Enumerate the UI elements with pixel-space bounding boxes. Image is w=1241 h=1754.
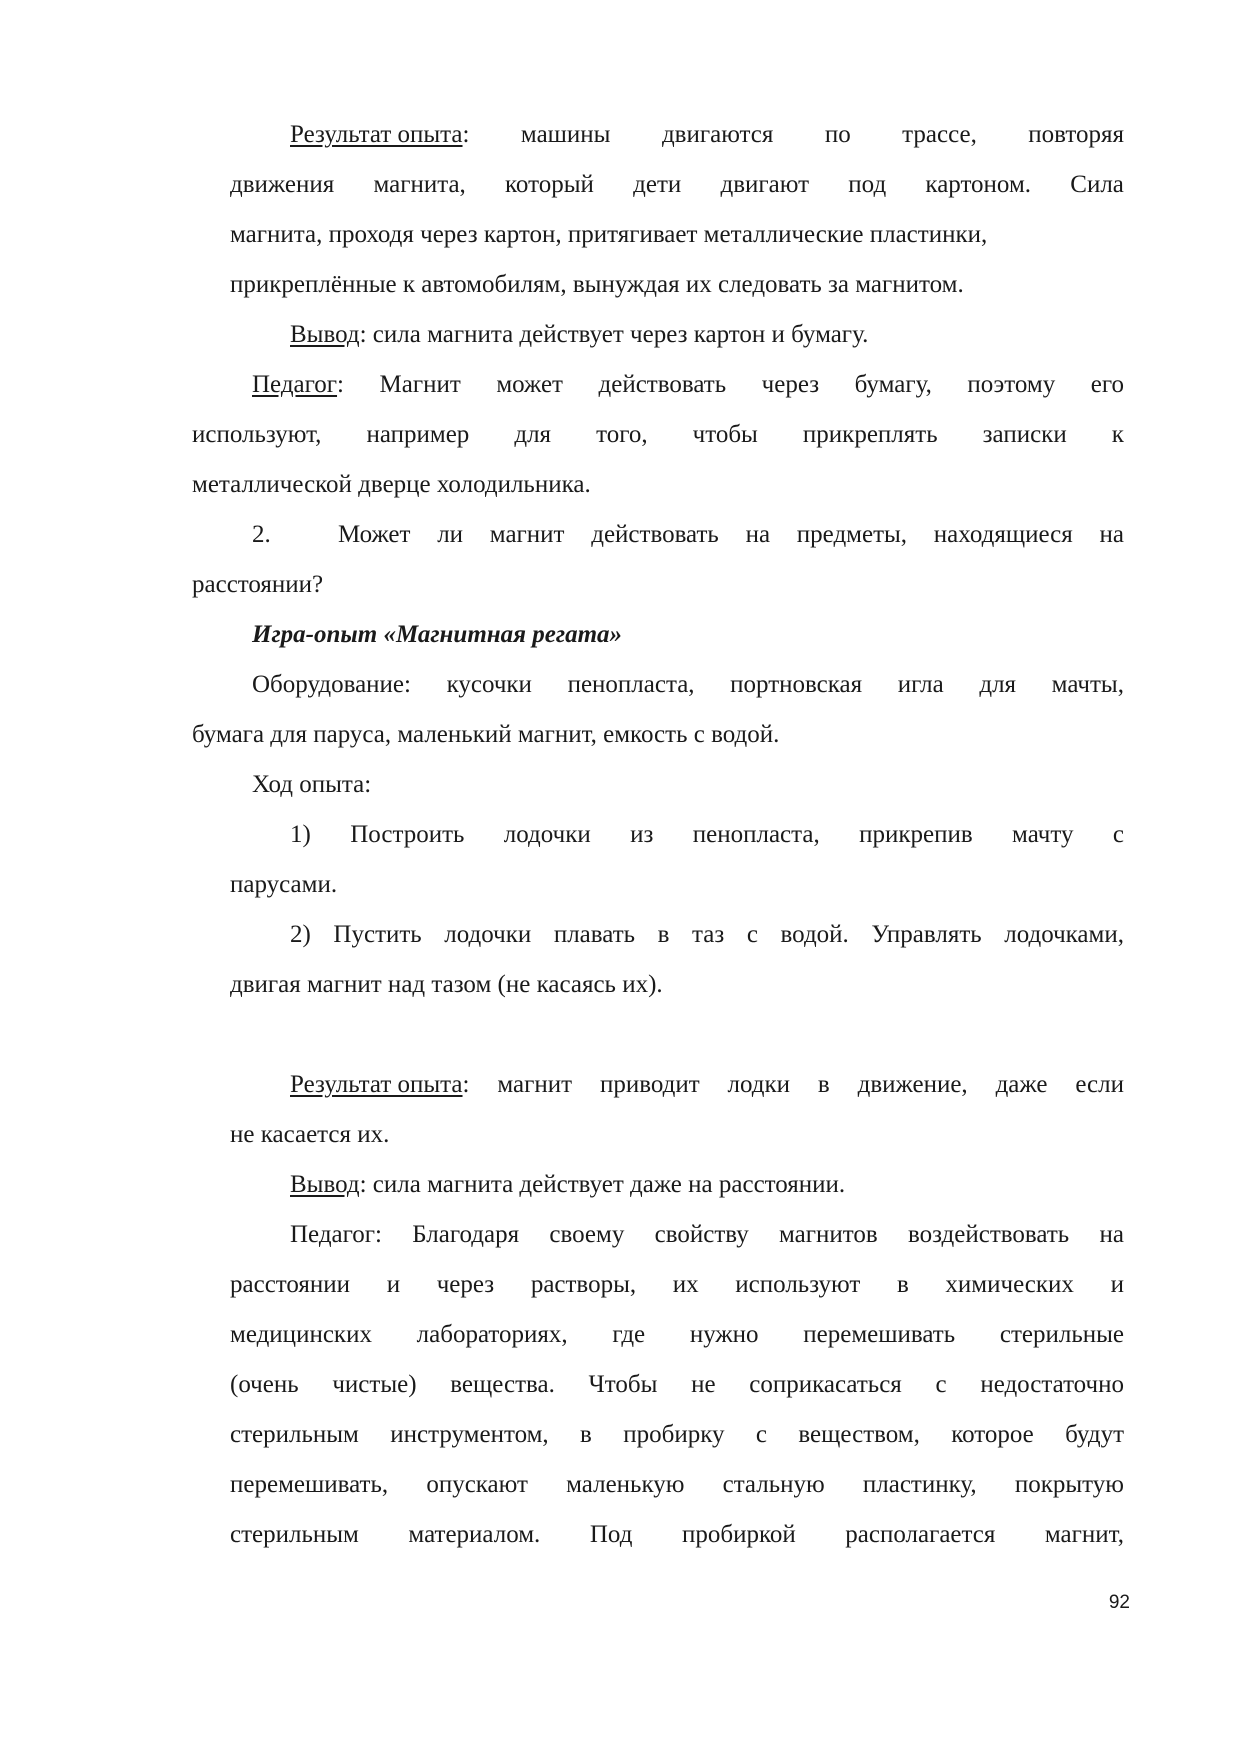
word: дети: [633, 171, 682, 198]
teacher-label: Педагог: [252, 371, 338, 398]
result-2-label: Результат опыта: [290, 1071, 463, 1098]
word: магнитов: [779, 1221, 878, 1248]
word: в: [657, 921, 670, 948]
teacher-line-2: [192, 420, 1124, 450]
word: пенопласта,: [567, 671, 695, 698]
word: может: [496, 371, 563, 398]
word: вещества.: [450, 1371, 555, 1398]
word: по: [824, 121, 851, 148]
word: используют: [735, 1271, 861, 1298]
word: картоном.: [925, 171, 1032, 198]
step-number: 1): [290, 821, 311, 848]
word: Благодаря: [412, 1221, 520, 1248]
question-number: 2.: [252, 521, 271, 548]
step-2-line-1: [290, 920, 1124, 950]
word: портновская: [730, 671, 863, 698]
result-line-1: Результат опыта: машины двигаются по трассе, повторяя: [290, 121, 1124, 148]
word: Построить: [350, 821, 465, 848]
word: располагается: [845, 1521, 996, 1548]
teacher-2-line-6: [230, 1470, 1124, 1500]
word: в: [896, 1271, 909, 1298]
word: и: [1110, 1271, 1124, 1298]
word: которое: [951, 1421, 1034, 1448]
word: с: [755, 1421, 767, 1448]
word: веществом,: [798, 1421, 920, 1448]
word: лабораториях,: [416, 1321, 568, 1348]
word: Чтобы: [588, 1371, 658, 1398]
word: прикрепив: [859, 821, 973, 848]
conclusion-line: [290, 320, 868, 350]
teacher-2-line-2: [230, 1270, 1124, 1300]
equipment-line-1: [252, 670, 1124, 700]
teacher-2-line-3: [230, 1320, 1124, 1350]
word: стерильным: [230, 1521, 359, 1548]
word: и: [386, 1271, 401, 1298]
word: на: [1099, 1221, 1124, 1248]
word: соприкасаться: [749, 1371, 902, 1398]
page-number: 92: [1108, 1592, 1130, 1613]
word: Сила: [1070, 171, 1124, 198]
word: где: [612, 1321, 646, 1348]
teacher-2-line-7: [230, 1520, 1124, 1550]
word: движения: [230, 171, 335, 198]
teacher-2-line-4: [230, 1370, 1124, 1400]
word: поэтому: [967, 371, 1056, 398]
teacher-2-line-1: [290, 1220, 1124, 1250]
result-line-3: магнита, проходя через картон, притягивает металлические пластинки,: [230, 221, 988, 248]
result-2-line-1: [290, 1070, 1124, 1100]
word: Магнит: [379, 371, 461, 398]
word: водой.: [780, 921, 849, 948]
word: магнит,: [1044, 1521, 1124, 1548]
step-number: 2): [290, 921, 311, 948]
word: лодочки: [444, 921, 532, 948]
word: в: [580, 1421, 592, 1448]
word: мачты,: [1051, 671, 1124, 698]
word: записки: [982, 421, 1067, 448]
word: растворы,: [530, 1271, 637, 1298]
word: к: [1111, 421, 1124, 448]
word: Управлять: [871, 921, 982, 948]
word: для: [979, 671, 1017, 698]
word: стальную: [722, 1471, 825, 1498]
word: Пустить: [333, 921, 422, 948]
word: будут: [1065, 1421, 1124, 1448]
step-2-line-2: двигая магнит над тазом (не касаясь их).: [230, 971, 663, 998]
word: под: [848, 171, 887, 198]
word: мачту: [1012, 821, 1074, 848]
word: воздействовать: [908, 1221, 1070, 1248]
word: его: [1090, 371, 1124, 398]
word: расстоянии: [230, 1271, 351, 1298]
word: стерильные: [999, 1321, 1124, 1348]
word: таз: [692, 921, 725, 948]
word: лодочки: [503, 821, 591, 848]
teacher-2-line-5: [230, 1420, 1124, 1450]
word: материалом.: [408, 1521, 541, 1548]
step-1-line-1: [290, 820, 1124, 850]
teacher-line-1: Педагог: Магнит может действовать через бумагу, поэтому его: [252, 371, 1124, 398]
word: Педагог:: [290, 1221, 382, 1248]
word: магнита,: [373, 171, 466, 198]
word: двигают: [720, 171, 810, 198]
word: их: [672, 1271, 699, 1298]
word: с: [935, 1371, 947, 1398]
word: через: [761, 371, 820, 398]
word: действовать: [598, 371, 727, 398]
word: недостаточно: [980, 1371, 1124, 1398]
word: повторяя: [1028, 121, 1124, 148]
word: пенопласта,: [692, 821, 820, 848]
word: покрытую: [1014, 1471, 1124, 1498]
word: маленькую: [566, 1471, 685, 1498]
word: с: [746, 921, 758, 948]
word: свойству: [654, 1221, 749, 1248]
word: трассе,: [902, 121, 977, 148]
word: чистые): [332, 1371, 417, 1398]
result-label: Результат опыта: [290, 121, 463, 148]
word: пробиркой: [681, 1521, 796, 1548]
procedure-label: Ход опыта:: [252, 771, 372, 798]
word: нужно: [689, 1321, 759, 1348]
word: двигаются: [661, 121, 774, 148]
conclusion-2-line: [290, 1170, 845, 1200]
word: своему: [549, 1221, 625, 1248]
word: пластинку,: [862, 1471, 977, 1498]
word: машины: [520, 121, 611, 148]
result-line-2: [230, 170, 1124, 200]
word: Оборудование:: [252, 671, 411, 698]
question-line-1: Может ли магнит действовать на предметы, находящиеся на: [338, 521, 1124, 548]
word: лодочками,: [1004, 921, 1124, 948]
word: из: [630, 821, 654, 848]
equipment-line-2: бумага для паруса, маленький магнит, емкость с водой.: [192, 721, 780, 748]
conclusion-2-label: Вывод: [290, 1171, 360, 1198]
question-line-2: расстоянии?: [192, 571, 324, 598]
word: того,: [596, 421, 648, 448]
word: прикреплять: [802, 421, 938, 448]
word: пробирку: [623, 1421, 725, 1448]
word: перемешивать: [803, 1321, 956, 1348]
word: кусочки: [446, 671, 532, 698]
conclusion-2-text: : сила магнита действует даже на расстоянии.: [359, 1171, 846, 1198]
word: перемешивать,: [230, 1471, 389, 1498]
teacher-line-3: металлической дверце холодильника.: [192, 471, 591, 498]
word: стерильным: [230, 1421, 359, 1448]
word: не: [691, 1371, 716, 1398]
word: опускают: [426, 1471, 528, 1498]
word: например: [366, 421, 470, 448]
word: чтобы: [692, 421, 758, 448]
word: химических: [945, 1271, 1074, 1298]
word: для: [514, 421, 552, 448]
word: (очень: [230, 1371, 299, 1398]
word: инструментом,: [390, 1421, 549, 1448]
conclusion-label: Вывод: [290, 321, 360, 348]
conclusion-text: : сила магнита действует через картон и бумагу.: [359, 321, 869, 348]
word: с: [1112, 821, 1124, 848]
game-title: Игра-опыт «Магнитная регата»: [252, 621, 623, 648]
result-line-4: прикреплённые к автомобилям, вынуждая их следовать за магнитом.: [230, 271, 964, 298]
word: который: [505, 171, 594, 198]
word: через: [436, 1271, 495, 1298]
word: бумагу,: [854, 371, 932, 398]
word: Под: [589, 1521, 633, 1548]
word: игла: [897, 671, 944, 698]
word: используют,: [192, 421, 322, 448]
result-2-line-2: не касается их.: [230, 1121, 390, 1148]
word: медицинских: [230, 1321, 372, 1348]
result-2-text: : магнит приводит лодки в движение, даже если: [462, 1071, 1124, 1098]
word: плавать: [553, 921, 636, 948]
step-1-line-2: парусами.: [230, 871, 338, 898]
